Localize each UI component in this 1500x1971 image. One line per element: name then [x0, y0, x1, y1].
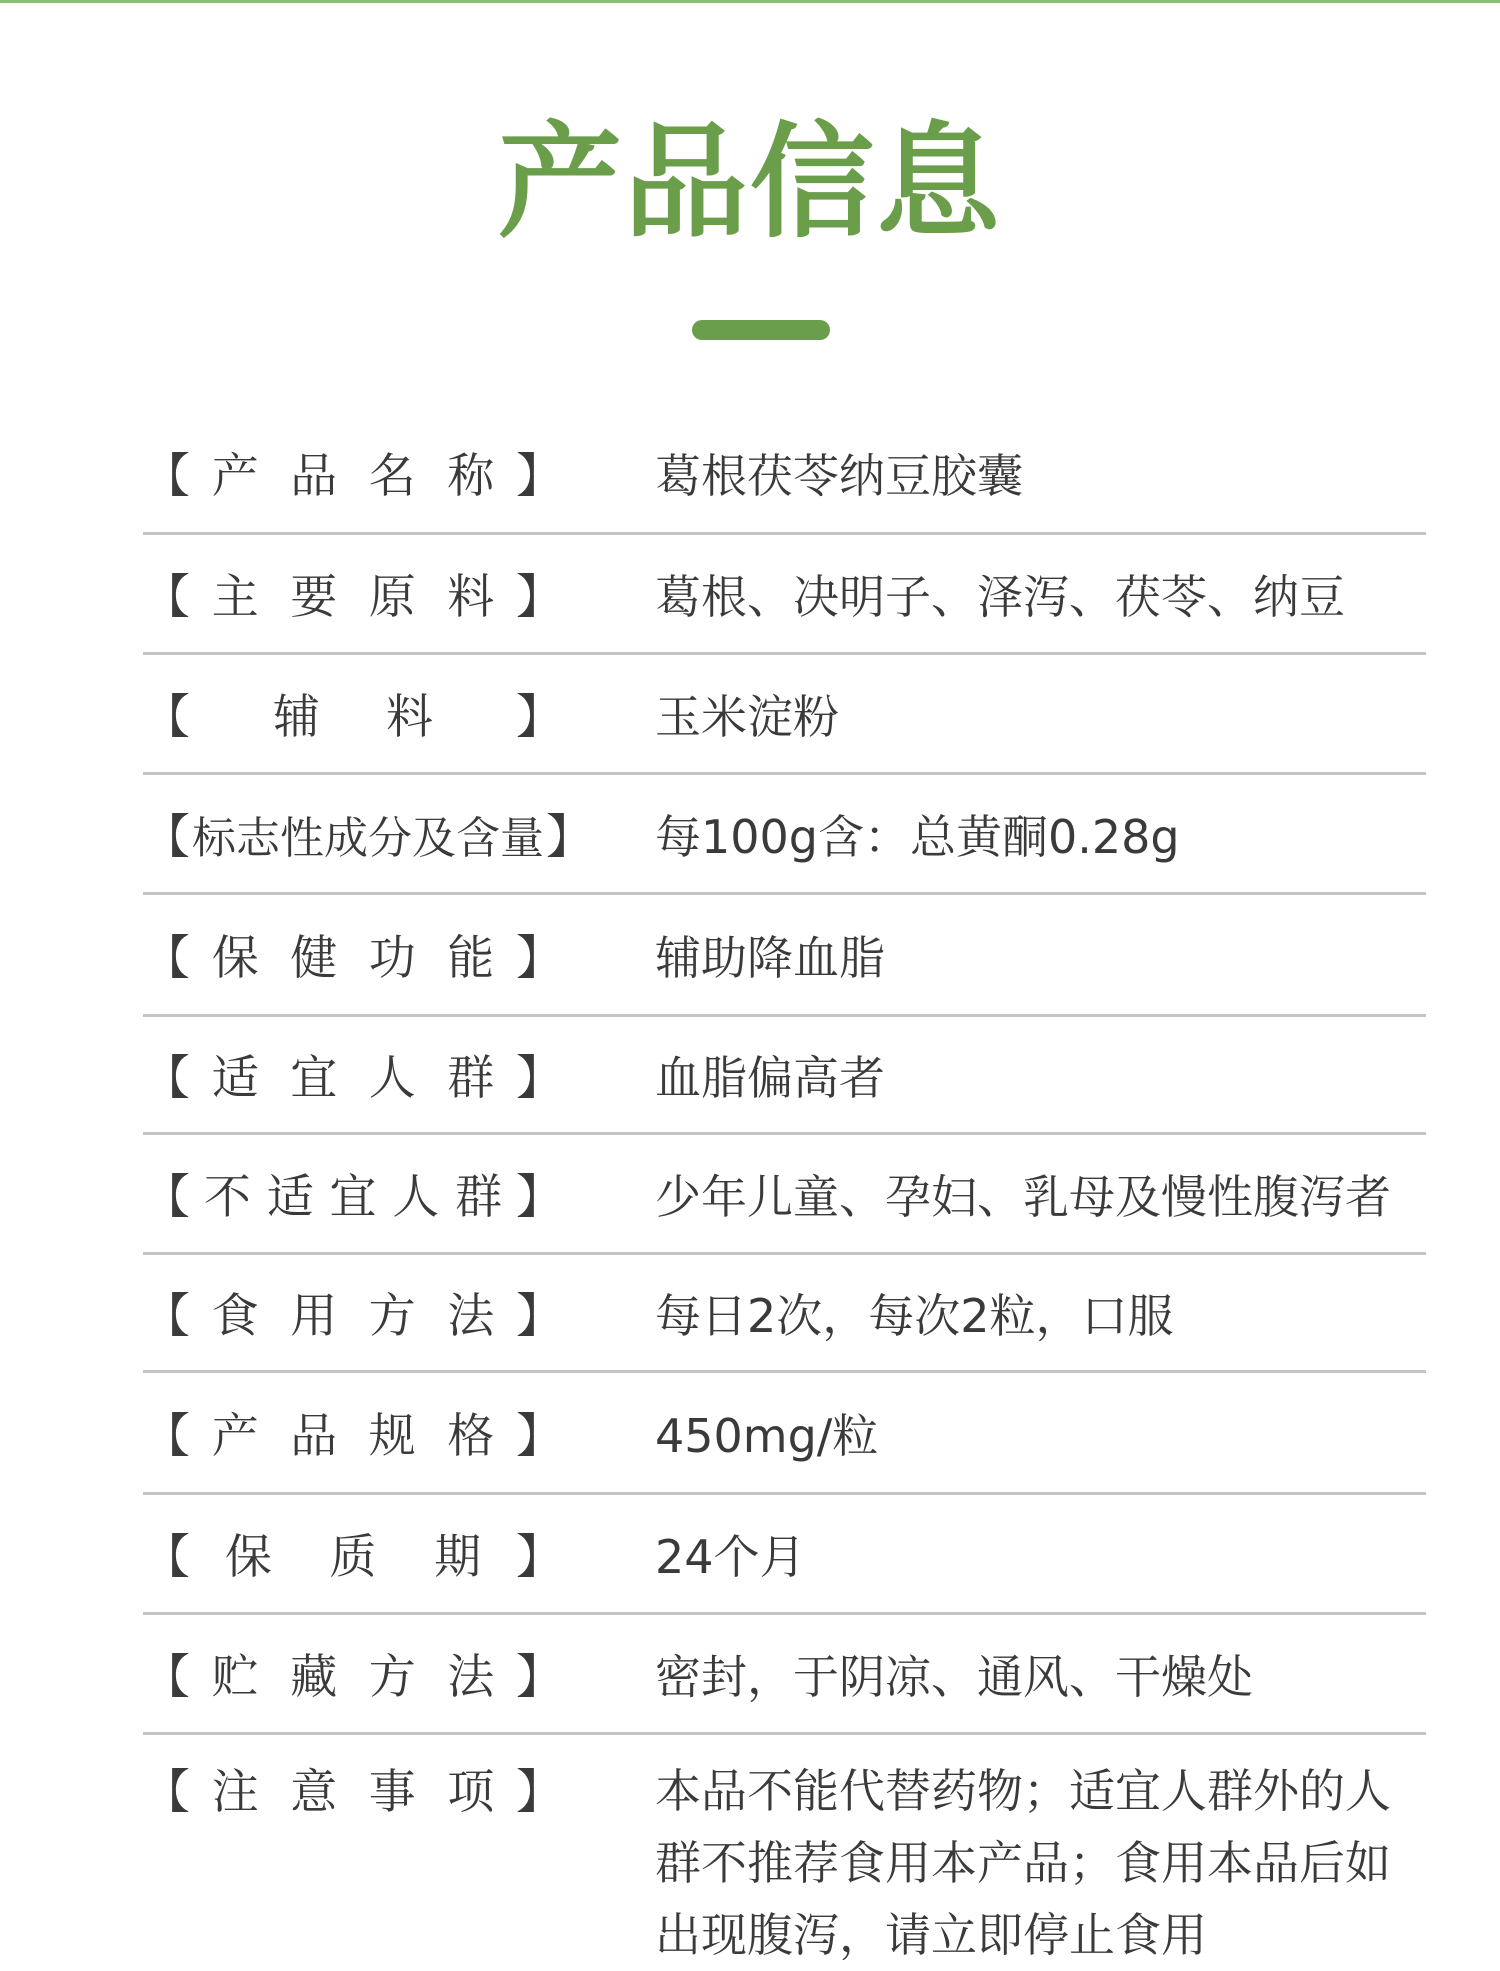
row-label-text: 贮 藏 方 法 [211, 1650, 495, 1705]
close-bracket: 】 [516, 570, 563, 625]
row-label [143, 1399, 563, 1466]
info-row [143, 535, 1426, 655]
top-divider [0, 0, 1500, 3]
info-row [143, 1135, 1426, 1255]
row-label [143, 439, 563, 506]
row-value: 每日2次，每次2粒，口服 [655, 1288, 1174, 1343]
row-label-text: 保 健 功 能 [211, 931, 495, 986]
info-row [143, 1255, 1426, 1373]
row-value: 24个月 [655, 1529, 806, 1584]
row-label [143, 800, 593, 867]
open-bracket: 【 [143, 1289, 190, 1344]
open-bracket: 【 [143, 1051, 190, 1106]
row-value: 血脂偏高者 [655, 1050, 885, 1105]
row-label-text: 产 品 名 称 [211, 449, 495, 504]
row-label [143, 921, 563, 988]
row-label [143, 1279, 563, 1346]
row-value: 玉米淀粉 [655, 689, 839, 744]
open-bracket: 【 [143, 1170, 190, 1225]
close-bracket: 】 [516, 449, 563, 504]
open-bracket: 【 [143, 1765, 190, 1820]
info-row [143, 775, 1426, 895]
row-value: 少年儿童、孕妇、乳母及慢性腹泻者 [655, 1169, 1391, 1224]
page-title: 产品信息 [497, 111, 1002, 255]
row-value: 葛根茯苓纳豆胶囊 [655, 448, 1023, 503]
open-bracket: 【 [143, 690, 190, 745]
row-label [143, 1160, 563, 1227]
product-info-table [143, 413, 1426, 1962]
row-label-text: 保 质 期 [224, 1530, 482, 1585]
row-label-text: 产 品 规 格 [211, 1409, 495, 1464]
row-label-text: 不 适 宜 人 群 [203, 1170, 503, 1225]
info-row [143, 1373, 1426, 1495]
close-bracket: 】 [516, 1765, 563, 1820]
info-row [143, 655, 1426, 775]
open-bracket: 【 [143, 570, 190, 625]
row-label-text: 食 用 方 法 [211, 1289, 495, 1344]
row-label [143, 1520, 563, 1587]
row-value: 葛根、决明子、泽泻、茯苓、纳豆 [655, 569, 1345, 624]
info-row [143, 1017, 1426, 1135]
row-label-text: 注 意 事 项 [211, 1765, 495, 1820]
close-bracket: 】 [516, 690, 563, 745]
row-label-text: 辅 料 [273, 690, 433, 745]
open-bracket: 【 [143, 449, 190, 504]
close-bracket: 】 [516, 1170, 563, 1225]
row-value: 每100g含：总黄酮0.28g [655, 809, 1180, 864]
close-bracket: 】 [516, 1409, 563, 1464]
close-bracket: 】 [516, 931, 563, 986]
info-row [143, 895, 1426, 1017]
row-label-text: 适 宜 人 群 [211, 1051, 495, 1106]
open-bracket: 【 [143, 1530, 190, 1585]
info-row [143, 1735, 1426, 1962]
row-label-text: 主 要 原 料 [211, 570, 495, 625]
row-label [143, 1041, 563, 1108]
row-value: 辅助降血脂 [655, 930, 885, 985]
open-bracket: 【 [143, 931, 190, 986]
row-label [143, 560, 563, 627]
close-bracket: 】 [516, 1650, 563, 1705]
info-row [143, 1495, 1426, 1615]
open-bracket: 【 [143, 1650, 190, 1705]
open-bracket: 【 [143, 1409, 190, 1464]
row-value: 密封，于阴凉、通风、干燥处 [655, 1649, 1253, 1704]
close-bracket: 】 [546, 810, 593, 865]
row-label-text: 标 志 性 成 分 及 含 量 [192, 812, 544, 864]
close-bracket: 】 [516, 1289, 563, 1344]
open-bracket: 【 [143, 810, 190, 865]
row-value: 450mg/粒 [655, 1408, 879, 1463]
row-label [143, 1755, 563, 1822]
close-bracket: 】 [516, 1530, 563, 1585]
title-underline [692, 320, 830, 340]
row-value: 本品不能代替药物；适宜人群外的人群不推荐食用本产品；食用本品后如出现腹泻，请立即停止食用 [655, 1764, 1391, 1962]
info-row [143, 413, 1426, 535]
close-bracket: 】 [516, 1051, 563, 1106]
row-label [143, 1640, 563, 1707]
row-label [143, 680, 563, 747]
info-row [143, 1615, 1426, 1735]
